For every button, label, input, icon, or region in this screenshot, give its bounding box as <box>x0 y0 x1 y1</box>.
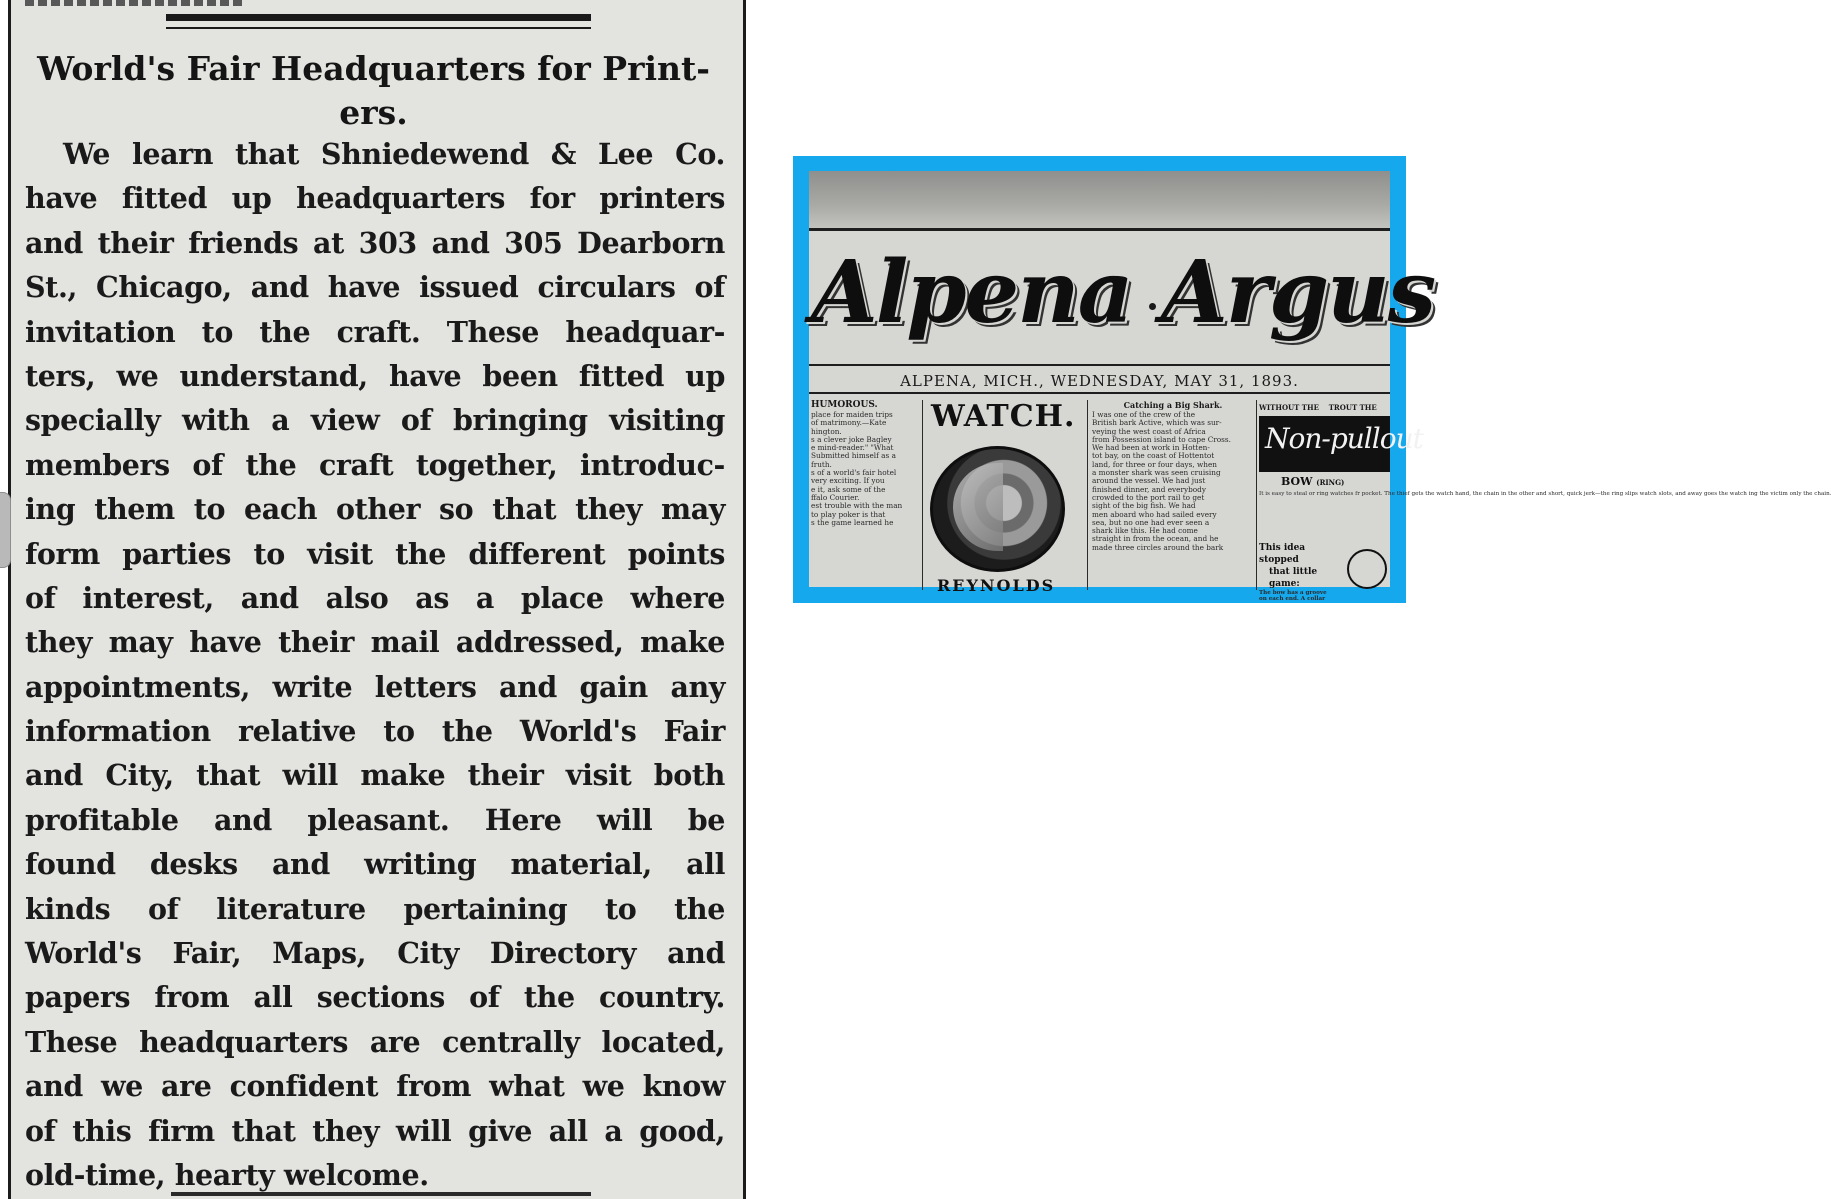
title-dot <box>1149 303 1156 310</box>
article-line: found desks and writing material, all <box>25 847 725 882</box>
column-divider <box>1256 400 1257 590</box>
ad-body-text: It is easy to steal or ring watches fr pocket. The thief gets the watch hand, the chain in the other and short, quick jerk—the ring slips watch slots, and away goes the watch ing the victim only the chain. <box>1259 491 1831 497</box>
newspaper-title-left: Alpena <box>811 242 1132 343</box>
idea-line-1: This idea stopped <box>1259 543 1306 565</box>
side-scroll-handle[interactable] <box>0 492 11 568</box>
article-line: kinds of literature pertaining to the <box>25 891 725 926</box>
top-rule <box>166 14 591 21</box>
article-clipping <box>8 0 746 1199</box>
article-line: of interest, and also as a place where <box>25 580 725 615</box>
headline-line-2: ers. <box>339 93 408 132</box>
ring-text: (RING) <box>1316 478 1345 487</box>
dateline-rule-top <box>809 364 1390 366</box>
headline-line-1: World's Fair Headquarters for Print- <box>37 49 710 88</box>
article-line: St., Chicago, and have issued circulars of <box>25 270 725 305</box>
article-line: old-time, hearty welcome. <box>25 1157 429 1192</box>
article-line: have fitted up headquarters for printers <box>25 181 725 216</box>
article-line: of this firm that they will give all a good, <box>25 1113 725 1148</box>
non-pullout-script: Non-pullout <box>1265 422 1423 455</box>
shark-heading: Catching a Big Shark. <box>1123 400 1223 410</box>
article-line: and we are confident from what we know <box>25 1069 725 1104</box>
column-divider <box>922 400 923 590</box>
article-line: We learn that Shniedewend & Lee Co. <box>63 137 725 171</box>
ring-illustration <box>1347 549 1387 589</box>
article-line: invitation to the craft. These headquar- <box>25 314 725 349</box>
article-line: ing them to each other so that they may <box>25 492 725 527</box>
idea-text <box>1259 542 1339 603</box>
article-line: ters, we understand, have been fitted up <box>25 358 725 393</box>
ad-trout: TROUT THE <box>1328 403 1377 412</box>
article-line: and City, that will make their visit both <box>25 758 725 793</box>
article-line: form parties to visit the different points <box>25 536 725 571</box>
top-rule-thin <box>166 27 591 29</box>
non-pullout-ad-panel <box>1259 416 1423 472</box>
bow-label <box>1281 475 1344 488</box>
bottom-rule <box>171 1192 591 1196</box>
cut-off-text <box>25 0 245 6</box>
article-body <box>25 132 725 1197</box>
idea-small-text: The bow has a groove on each end. A collar <box>1259 590 1327 603</box>
dateline-rule-bottom <box>809 392 1390 394</box>
watch-ad-footer: REYNOLDS <box>937 576 1056 595</box>
article-line: World's Fair, Maps, City Directory and <box>25 936 725 971</box>
bow-text: BOW <box>1281 475 1313 488</box>
ad-top-line <box>1259 402 1390 413</box>
article-line: information relative to the World's Fair <box>25 714 725 749</box>
humorous-heading: HUMOROUS. <box>811 400 878 410</box>
shark-text: I was one of the crew of the British bark Active, which was sur- veying the west coast of Africa from Possession island to cape Cross. We had been at work in Hotten- tot bay, on the coast of Hottentot land, for three or four days, when a monster shark was seen cruising around the vessel. We had just finished dinner, and everybody crowded to the port rail to get sight of the big fish. We had men aboard who had sailed every sea, but no one had ever seen a shark like this. He had come straight in from the ocean, and he made three circles around the bark <box>1092 410 1231 552</box>
watch-heading: WATCH. <box>931 399 1076 434</box>
dateline: ALPENA, MICH., WEDNESDAY, MAY 31, 1893. <box>900 372 1299 390</box>
article-line: papers from all sections of the country. <box>25 980 725 1015</box>
article-line: These headquarters are centrally located, <box>25 1024 725 1059</box>
newspaper-title-right: Argus <box>1161 242 1435 343</box>
page-top-strip <box>809 171 1390 228</box>
article-line: specially with a view of bringing visiting <box>25 403 725 438</box>
ad-without: WITHOUT THE <box>1259 403 1319 412</box>
idea-line-2: that little game: <box>1269 567 1318 589</box>
article-line: and their friends at 303 and 305 Dearborn <box>25 225 725 260</box>
article-headline <box>21 47 726 135</box>
shark-story-column <box>1092 400 1254 600</box>
masthead-thumbnail[interactable] <box>793 156 1831 603</box>
masthead-rule-top <box>809 228 1390 231</box>
humorous-column <box>811 400 919 600</box>
column-divider <box>1087 400 1088 590</box>
article-line: appointments, write letters and gain any <box>25 669 725 704</box>
humorous-text: place for maiden trips of matrimony.—Kate hington. s a clever joke Bagley e mind-reader." "What Submitted himself as a fruth. s of a world's fair hotel very exciting. If you e it, ask some of the ffalo Courier. est trouble with the man to play poker is that s the game learned he <box>811 410 903 527</box>
article-line: they may have their mail addressed, make <box>25 625 725 660</box>
masthead-image <box>809 171 1831 603</box>
article-line: profitable and pleasant. Here will be <box>25 802 725 837</box>
article-line: members of the craft together, introduc- <box>25 447 725 482</box>
